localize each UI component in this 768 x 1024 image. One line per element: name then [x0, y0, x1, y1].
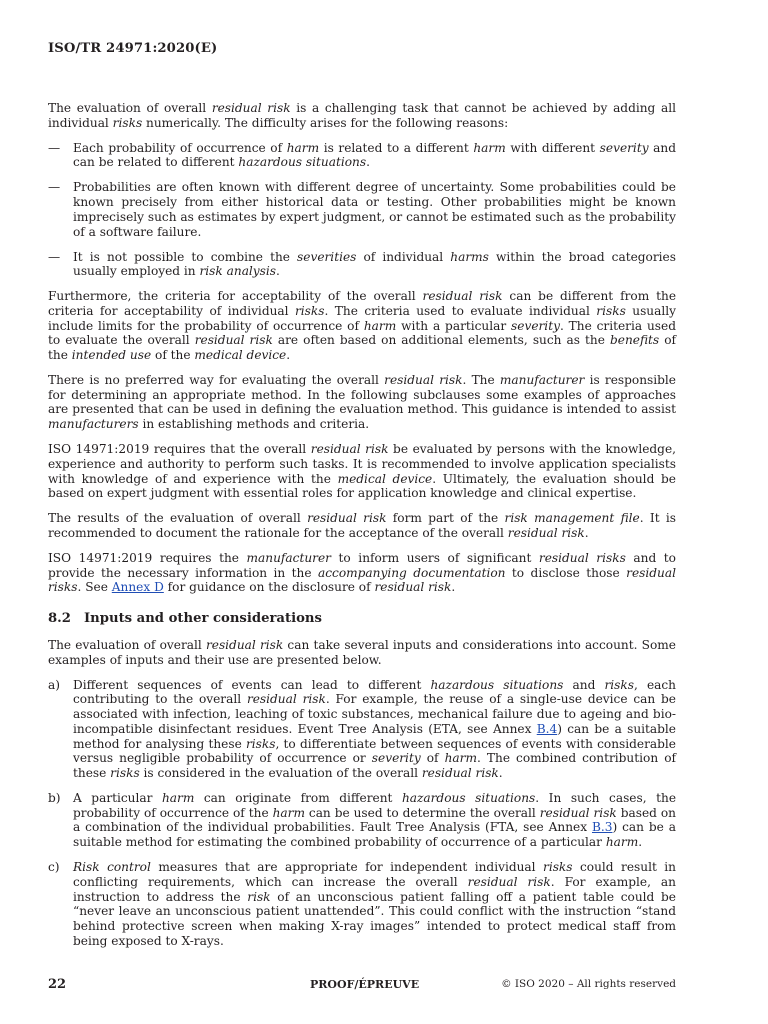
- dash-marker: —: [48, 249, 61, 264]
- list-item-a: a) Different sequences of events can lead to different hazardous situations and risks, each contributing to the overall residual risk. For example, the reuse of a single-use device can be associated with infection, leaching of toxic substances, mechanical failure due to ageing and bio-incompatible disinfectant residues. Event Tree Analysis (ETA, see Annex B.4) can be a suitable method for analysing these risks, to differentiate between sequences of events with considerable versus negligible probability of occurrence or severity of harm. The combined contribution of these risks is considered in the evaluation of the overall residual risk.: [48, 677, 676, 780]
- page-footer: [48, 977, 676, 993]
- annex-b3-link[interactable]: B.3: [591, 820, 613, 835]
- paragraph-criteria: Furthermore, the criteria for acceptability of the overall residual risk can be different from the criteria for acceptability of individual risks. The criteria used to evaluate individual risks usually include limits for the probability of occurrence of harm with a particular severity. The criteria used to evaluate the overall residual risk are often based on additional elements, such as the benefits of the intended use of the medical device.: [48, 289, 677, 363]
- bullet-item: — Probabilities are often known with different degree of uncertainty. Some probabilities could be known precisely from either historical data or testing. Other probabilities might be known imprecisely such as estimates by expert judgment, or cannot be estimated such as the probability of a software failure.: [48, 180, 676, 239]
- proof-label: PROOF/ÉPREUVE: [310, 978, 420, 991]
- dash-marker: —: [48, 140, 61, 155]
- document-id-header: ISO/TR 24971:2020(E): [48, 41, 218, 56]
- paragraph-inputs-intro: The evaluation of overall residual risk can take several inputs and considerations into account. Some examples of inputs and their use are presented below.: [48, 638, 676, 667]
- list-marker: c): [48, 860, 60, 875]
- annex-b4-link[interactable]: B.4: [536, 721, 558, 736]
- page-body: [48, 101, 676, 959]
- page-number: 22: [48, 977, 67, 992]
- dash-marker: —: [48, 180, 61, 195]
- list-item-b: b) A particular harm can originate from different hazardous situations. In such cases, the probability of occurrence of the harm can be used to determine the overall residual risk based on a combination of the individual probabilities. Fault Tree Analysis (FTA, see Annex B.3) can be a suitable method for estimating the combined probability of occurrence of a particular harm.: [48, 790, 676, 850]
- annex-d-link[interactable]: Annex D: [111, 580, 164, 595]
- copyright-notice: © ISO 2020 – All rights reserved: [501, 978, 676, 990]
- paragraph-no-preferred-way: There is no preferred way for evaluating the overall residual risk. The manufacturer is responsible for determining an appropriate method. In the following subclauses some examples of approaches are presented that can be used in defining the evaluation method. This guidance is intended to assist manufacturers in establishing methods and criteria.: [48, 373, 676, 432]
- paragraph-intro: The evaluation of overall residual risk is a challenging task that cannot be achieved by adding all individual risks numerically. The difficulty arises for the following reasons:: [48, 101, 676, 130]
- section-number: 8.2: [48, 611, 71, 627]
- list-marker: b): [48, 790, 61, 805]
- list-item-c: c) Risk control measures that are appropriate for independent individual risks could result in conflicting requirements, which can increase the overall residual risk. For example, an instruction to address the risk of an unconscious patient falling off a patient table could be “never leave an unconscious patient unattended”. This could conflict with the instruction “stand behind protective screen when making X-ray images” intended to protect medical staff from being exposed to X-rays.: [48, 860, 677, 948]
- bullet-item: — It is not possible to combine the severities of individual harms within the broad categories usually employed in risk analysis.: [48, 249, 676, 279]
- section-title: Inputs and other considerations: [84, 611, 322, 627]
- paragraph-disclosure: ISO 14971:2019 requires the manufacturer to inform users of significant residual risks and to provide the necessary information in the accompanying documentation to disclose those residual risks. See Annex D for guidance on the disclosure of residual risk.: [48, 550, 676, 595]
- bullet-item: — Each probability of occurrence of harm is related to a different harm with different severity and can be related to different hazardous situations.: [48, 140, 676, 170]
- paragraph-results: The results of the evaluation of overall residual risk form part of the risk management file. It is recommended to document the rationale for the acceptance of the overall residual risk.: [48, 511, 676, 540]
- paragraph-evaluation-persons: ISO 14971:2019 requires that the overall residual risk be evaluated by persons with the knowledge, experience and authority to perform such tasks. It is recommended to involve application specialists with knowledge of and experience with the medical device. Ultimately, the evaluation should be based on expert judgment with essential roles for application knowledge and clinical expertise.: [48, 442, 676, 501]
- list-marker: a): [48, 677, 60, 692]
- section-heading: [48, 611, 676, 627]
